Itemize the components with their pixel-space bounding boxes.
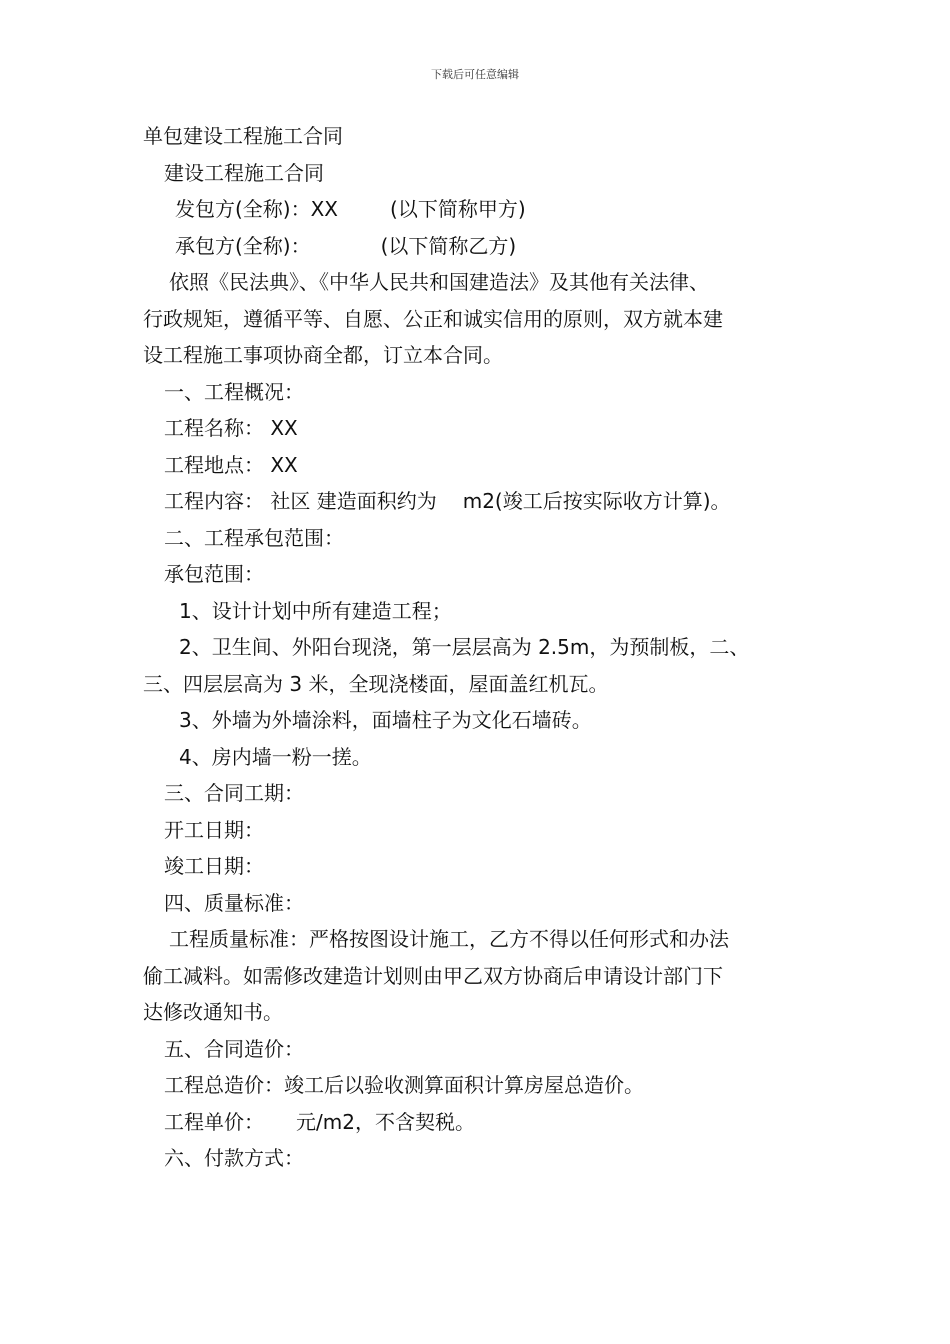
party-a-line <box>143 191 808 228</box>
contract-document <box>143 118 808 1177</box>
unit-price-label: 工程单价： <box>164 1109 264 1134</box>
section-3-heading: 三、合同工期： <box>164 781 304 805</box>
section-5-heading: 五、合同造价： <box>164 1036 304 1061</box>
section-2-heading: 二、工程承包范围： <box>164 525 344 550</box>
preamble-line-1: 依照《民法典》、《中华人民共和国建造法》及其他有关法律、 <box>169 270 709 294</box>
project-content-area: m2(竣工后按实际收方计算)。 <box>462 489 731 513</box>
section-4-heading: 四、质量标准： <box>164 890 304 915</box>
scope-item-2-line-1: 2、卫生间、外阳台现浇，第一层层高为 2.5m，为预制板，二、 <box>179 635 750 659</box>
document-title: 单包建设工程施工合同 <box>143 124 343 148</box>
completion-date: 竣工日期： <box>164 854 264 878</box>
unit-price-value: 元/m2，不含契税。 <box>296 1109 475 1134</box>
quality-text-line-2: 偷工减料。如需修改建造计划则由甲乙双方协商后申请设计部门下 <box>143 963 723 988</box>
party-b-label: 承包方(全称)： <box>175 233 311 258</box>
scope-item-1: 1、设计计划中所有建造工程； <box>179 598 452 623</box>
party-b-suffix: (以下简称乙方) <box>380 233 517 258</box>
scope-item-4: 4、房内墙一粉一搓。 <box>179 744 372 769</box>
project-content-label: 工程内容： 社区 建造面积约为 <box>164 489 437 513</box>
project-content <box>143 483 808 520</box>
page-header-note: 下载后可任意编辑 <box>431 68 519 81</box>
quality-text-line-1: 工程质量标准：严格按图设计施工，乙方不得以任何形式和办法 <box>169 927 729 951</box>
unit-price <box>143 1104 808 1141</box>
scope-label: 承包范围： <box>164 562 264 586</box>
document-subtitle: 建设工程施工合同 <box>164 160 324 185</box>
party-a-suffix: (以下简称甲方) <box>390 197 526 221</box>
quality-text-line-3: 达修改通知书。 <box>143 1000 283 1024</box>
party-a-label: 发包方(全称)：XX <box>175 197 339 221</box>
total-price: 工程总造价：竣工后以验收测算面积计算房屋总造价。 <box>164 1073 644 1097</box>
preamble-line-2: 行政规矩，遵循平等、自愿、公正和诚实信用的原则，双方就本建 <box>143 306 723 331</box>
party-b-line <box>143 228 808 265</box>
scope-item-3: 3、外墙为外墙涂料，面墙柱子为文化石墙砖。 <box>179 708 592 732</box>
project-name: 工程名称： XX <box>164 416 298 440</box>
section-6-heading: 六、付款方式： <box>164 1146 304 1170</box>
scope-item-2-line-2: 三、四层层高为 3 米，全现浇楼面，屋面盖红机瓦。 <box>143 671 609 696</box>
preamble-line-3: 设工程施工事项协商全都，订立本合同。 <box>143 343 503 367</box>
project-location: 工程地点： XX <box>164 452 298 477</box>
start-date: 开工日期： <box>164 817 264 842</box>
section-1-heading: 一、工程概况： <box>164 379 304 404</box>
